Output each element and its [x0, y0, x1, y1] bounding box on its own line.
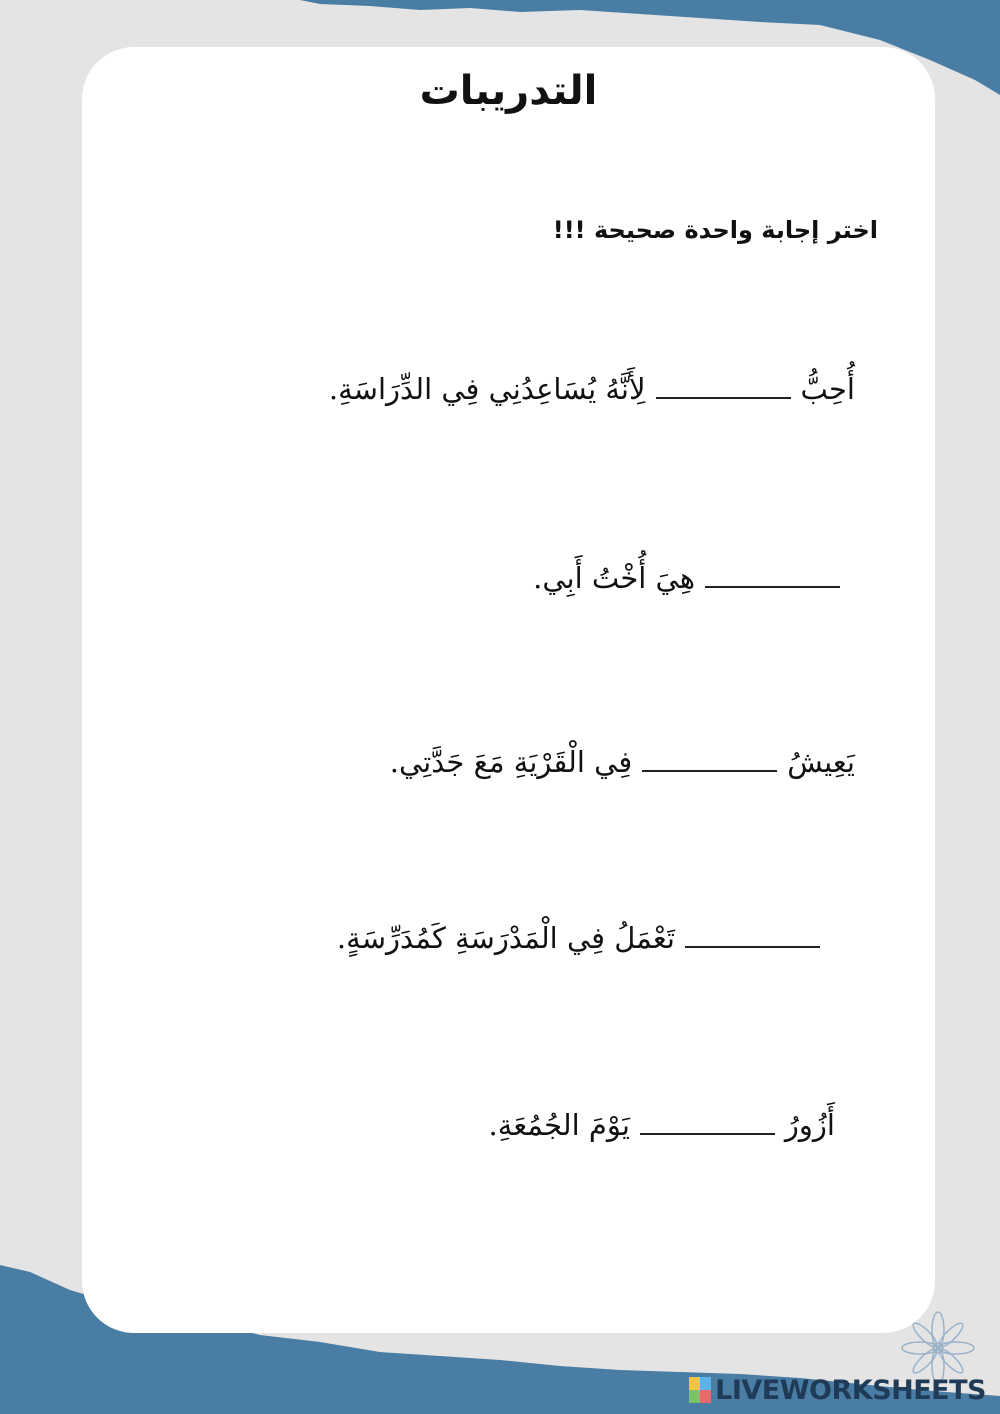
question-3: [390, 745, 855, 779]
answer-blank-3[interactable]: [642, 766, 777, 772]
brand-logo[interactable]: [689, 1372, 986, 1408]
instruction-text: اختر إجابة واحدة صحيحة !!!: [552, 216, 878, 244]
question-2-after: هِيَ أُخْتُ أَبِي.: [533, 561, 695, 595]
page-title: التدريبات: [419, 68, 598, 114]
answer-blank-2[interactable]: [705, 582, 840, 588]
question-3-before: يَعِيشُ: [787, 745, 855, 779]
question-5-after: يَوْمَ الجُمُعَةِ.: [488, 1108, 630, 1142]
answer-blank-5[interactable]: [640, 1129, 775, 1135]
question-1: [329, 372, 855, 406]
question-5-before: أَزُورُ: [784, 1108, 835, 1142]
brand-name: LIVEWORKSHEETS: [715, 1374, 986, 1406]
answer-blank-4[interactable]: [685, 942, 820, 948]
question-1-after: لِأَنَّهُ يُسَاعِدُنِي فِي الدِّرَاسَةِ.: [328, 372, 646, 406]
brand-logo-icon: [689, 1377, 711, 1403]
question-2: [533, 561, 850, 595]
question-5: [489, 1108, 835, 1142]
question-4-after: تَعْمَلُ فِي الْمَدْرَسَةِ كَمُدَرِّسَةٍ.: [336, 921, 675, 955]
question-1-before: أُحِبُّ: [800, 372, 855, 406]
answer-blank-1[interactable]: [656, 393, 791, 399]
question-4: [337, 921, 830, 955]
question-3-after: فِي الْقَرْيَةِ مَعَ جَدَّتِي.: [389, 745, 633, 779]
